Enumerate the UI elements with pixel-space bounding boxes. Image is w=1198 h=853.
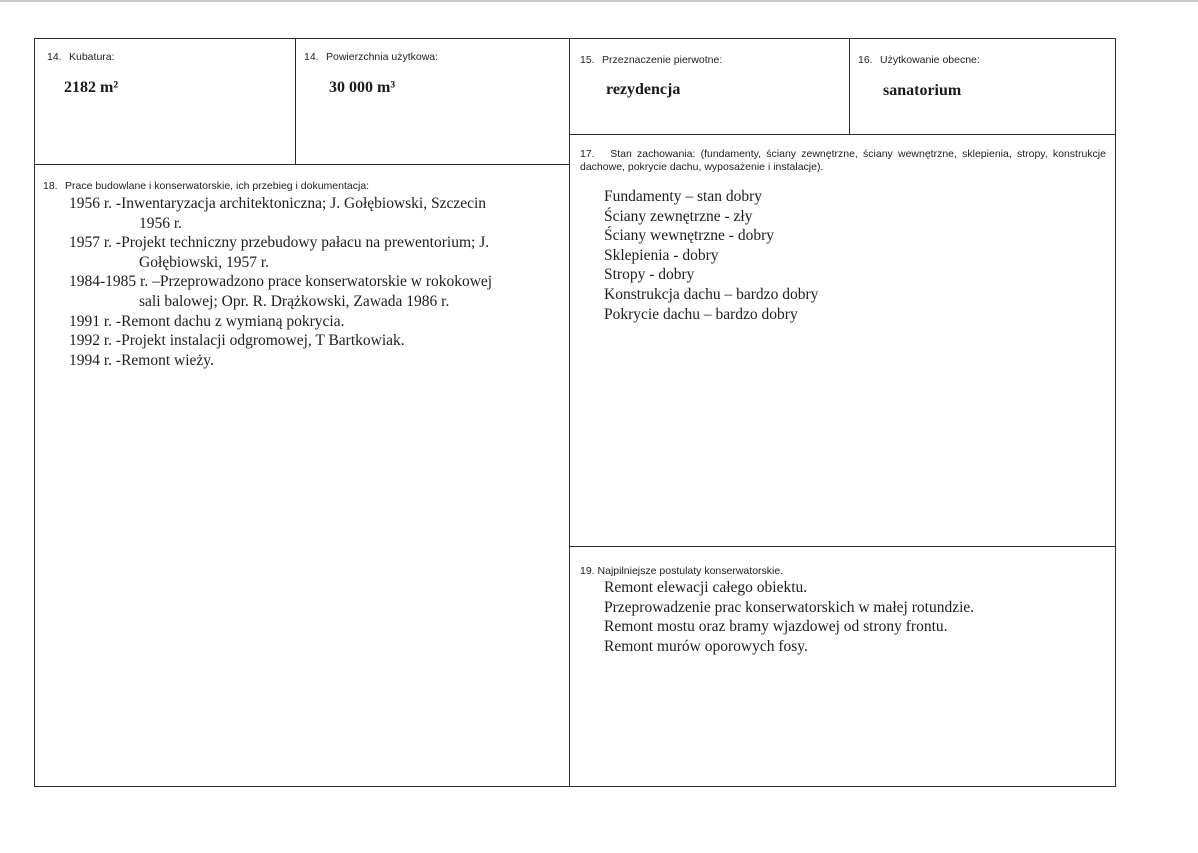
field-value: 2182 m² <box>64 79 119 96</box>
list-item: Remont mostu oraz bramy wjazdowej od strony frontu. <box>604 618 948 636</box>
field-label: Najpilniejsze postulaty konserwatorskie. <box>597 565 784 577</box>
field-number: 16. <box>858 54 873 66</box>
field-19-postulaty <box>569 546 1116 787</box>
field-number: 14. <box>47 51 62 63</box>
list-item: Konstrukcja dachu – bardzo dobry <box>604 285 819 303</box>
field-label: Powierzchnia użytkowa: <box>326 51 439 63</box>
field-17-label <box>580 148 1106 173</box>
field-18-prace-budowlane <box>34 164 570 787</box>
condition-list <box>604 187 818 324</box>
postulates-list <box>604 578 974 656</box>
field-label: Użytkowanie obecne: <box>880 54 980 66</box>
list-item: Pokrycie dachu – bardzo dobry <box>604 305 798 323</box>
field-14-kubatura <box>34 38 296 165</box>
field-number: 19. <box>580 565 595 577</box>
page-top-edge <box>0 0 1198 2</box>
field-number: 18. <box>43 180 58 192</box>
list-item: 1992 r. - Projekt instalacji odgromowej, T Bartkowiak. <box>69 332 405 350</box>
field-value: rezydencja <box>606 81 681 98</box>
list-item: Ściany wewnętrzne - dobry <box>604 227 775 245</box>
field-label: Kubatura: <box>69 51 115 63</box>
list-item: Remont murów oporowych fosy. <box>604 637 808 655</box>
list-item: 1957 r. - Projekt techniczny przebudowy pałacu na prewentorium; J. Gołębiowski, 1957 r. <box>69 234 490 271</box>
list-item: Stropy - dobry <box>604 266 695 284</box>
field-14-powierzchnia <box>295 38 570 165</box>
field-17-stan-zachowania <box>569 134 1116 547</box>
field-number: 14. <box>304 51 319 63</box>
list-item: Remont elewacji całego obiektu. <box>604 579 808 596</box>
list-item: 1991 r. - Remont dachu z wymianą pokrycia. <box>69 312 345 330</box>
field-16-uzytkowanie <box>849 38 1116 135</box>
field-number: 17. <box>580 148 595 160</box>
list-item: 1994 r. - Remont wieży. <box>69 351 214 369</box>
field-label: Stan zachowania: (fundamenty, ściany zewnętrzne, ściany wewnętrzne, sklepienia, stropy, konstrukcje dachowe, pokrycie dachu, wyposażenie i instalacje). <box>580 148 1106 173</box>
field-15-przeznaczenie <box>569 38 850 135</box>
list-item: Ściany zewnętrzne - zły <box>604 207 753 225</box>
field-label: Przeznaczenie pierwotne: <box>602 54 723 66</box>
list-item: Fundamenty – stan dobry <box>604 188 762 205</box>
field-label: Prace budowlane i konserwatorskie, ich przebieg i dokumentacja: <box>65 180 370 192</box>
list-item: 1984-1985 r. – Przeprowadzono prace konserwatorskie w rokokowej sali balowej; Opr. R. Drążkowski, Zawada 1986 r. <box>69 273 493 310</box>
field-value: sanatorium <box>883 82 962 99</box>
field-value: 30 000 m³ <box>329 79 396 96</box>
works-list <box>69 194 539 370</box>
field-number: 15. <box>580 54 595 66</box>
list-item: Sklepienia - dobry <box>604 246 719 264</box>
list-item: 1956 r. - Inwentaryzacja architektoniczna; J. Gołębiowski, Szczecin 1956 r. <box>69 195 487 232</box>
list-item: Przeprowadzenie prac konserwatorskich w małej rotundzie. <box>604 598 975 616</box>
